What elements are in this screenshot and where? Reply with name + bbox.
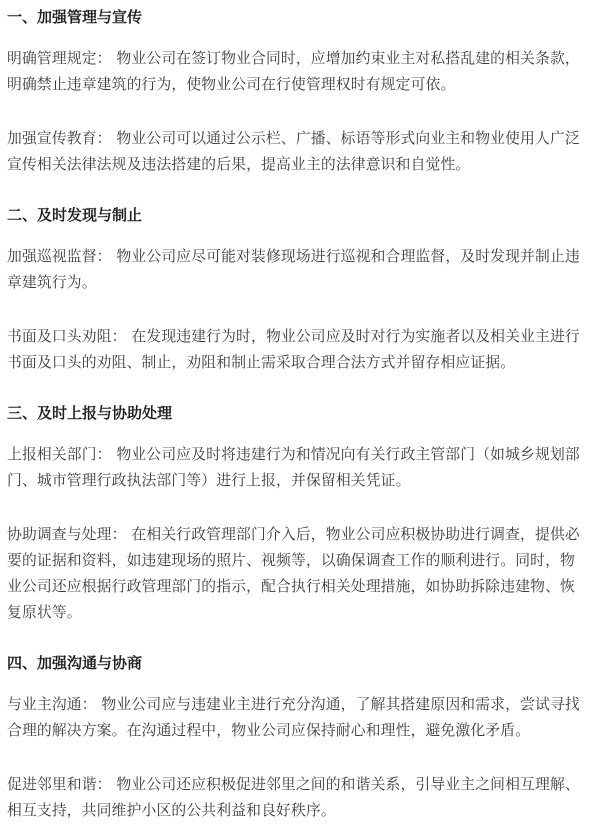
section-report-assist [7, 402, 584, 626]
section-heading: 四、加强沟通与协商 [7, 654, 143, 672]
paragraph: 书面及口头劝阻： 在发现违建行为时，物业公司应及时对行为实施者以及相关业主进行书面及口头的劝阻、制止，劝阻和制止需采取合理合法方式并留存相应证据。 [7, 328, 580, 371]
section-heading: 三、及时上报与协助处理 [7, 404, 173, 422]
section-discover-stop [7, 204, 584, 376]
paragraph: 促进邻里和谐： 物业公司还应积极促进邻里之间的和谐关系，引导业主之间相互理解、相互支持，共同维护小区的公共利益和良好秩序。 [7, 776, 580, 819]
paragraph: 加强宣传教育： 物业公司可以通过公示栏、广播、标语等形式向业主和物业使用人广泛宣传相关法律法规及违法搭建的后果，提高业主的法律意识和自觉性。 [7, 130, 580, 173]
section-communication [7, 652, 584, 824]
paragraph: 上报相关部门： 物业公司应及时将违建行为和情况向有关行政主管部门（如城乡规划部门、城市管理行政执法部门等）进行上报，并保留相关凭证。 [7, 446, 580, 489]
paragraph: 与业主沟通： 物业公司应与违建业主进行充分沟通，了解其搭建原因和需求，尝试寻找合理的解决方案。在沟通过程中，物业公司应保持耐心和理性，避免激化矛盾。 [7, 696, 580, 739]
paragraph: 加强巡视监督： 物业公司应尽可能对装修现场进行巡视和合理监督，及时发现并制止违章建筑行为。 [7, 248, 580, 291]
section-management-publicity [7, 6, 584, 178]
section-heading: 一、加强管理与宣传 [7, 8, 143, 26]
paragraph: 协助调查与处理： 在相关行政管理部门介入后，物业公司应积极协助进行调查，提供必要的证据和资料，如违建现场的照片、视频等，以确保调查工作的顺利进行。同时，物业公司还应根据行政管理部门的指示，配合执行相关处理措施，如协助拆除违建物、恢复原状等。 [7, 526, 580, 621]
paragraph: 明确管理规定： 物业公司在签订物业合同时，应增加约束业主对私搭乱建的相关条款，明确禁止违章建筑的行为，使物业公司在行使管理权时有规定可依。 [7, 50, 580, 93]
section-heading: 二、及时发现与制止 [7, 206, 143, 224]
